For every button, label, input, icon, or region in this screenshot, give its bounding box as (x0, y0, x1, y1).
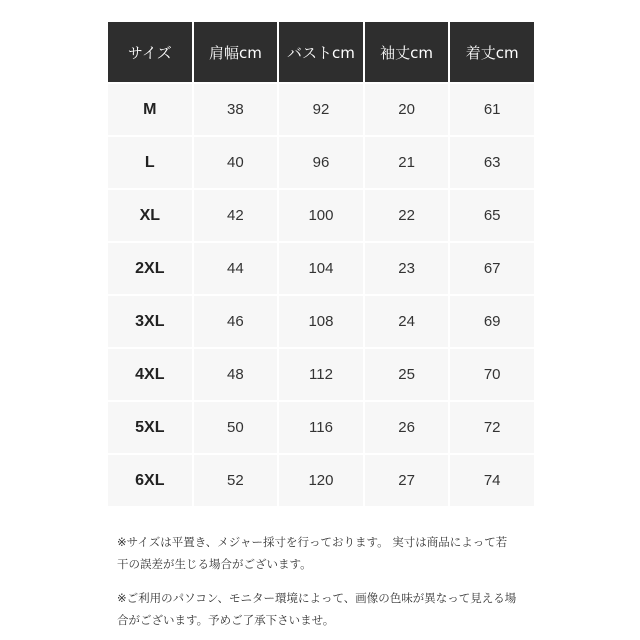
cell-sleeve-length: 23 (365, 243, 449, 294)
cell-shoulder-width: 50 (194, 402, 278, 453)
table-row (108, 296, 534, 347)
table-row (108, 137, 534, 188)
cell-bust: 120 (279, 455, 363, 506)
cell-shoulder-width: 38 (194, 84, 278, 135)
cell-size: 2XL (108, 243, 192, 294)
header-shoulder-width: 肩幅cm (194, 22, 278, 82)
cell-size: 6XL (108, 455, 192, 506)
table-row (108, 349, 534, 400)
table-row (108, 190, 534, 241)
table-row (108, 84, 534, 135)
cell-bust: 108 (279, 296, 363, 347)
cell-sleeve-length: 20 (365, 84, 449, 135)
table-row (108, 243, 534, 294)
cell-size: 4XL (108, 349, 192, 400)
header-bust: バストcm (279, 22, 363, 82)
table-row (108, 402, 534, 453)
note-line: 合がございます。予めご了承下さいませ。 (117, 613, 335, 627)
cell-shoulder-width: 48 (194, 349, 278, 400)
cell-sleeve-length: 21 (365, 137, 449, 188)
cell-total-length: 65 (450, 190, 534, 241)
cell-total-length: 61 (450, 84, 534, 135)
cell-sleeve-length: 22 (365, 190, 449, 241)
cell-sleeve-length: 26 (365, 402, 449, 453)
size-chart-table (106, 20, 536, 508)
cell-shoulder-width: 44 (194, 243, 278, 294)
note-color (117, 587, 557, 631)
cell-sleeve-length: 24 (365, 296, 449, 347)
cell-bust: 112 (279, 349, 363, 400)
cell-total-length: 69 (450, 296, 534, 347)
header-total-length: 着丈cm (450, 22, 534, 82)
cell-bust: 100 (279, 190, 363, 241)
cell-total-length: 72 (450, 402, 534, 453)
cell-sleeve-length: 25 (365, 349, 449, 400)
cell-shoulder-width: 46 (194, 296, 278, 347)
cell-size: 5XL (108, 402, 192, 453)
cell-shoulder-width: 42 (194, 190, 278, 241)
note-line: ※サイズは平置き、メジャー採寸を行っております。 実寸は商品によって若 (117, 535, 508, 549)
cell-size: M (108, 84, 192, 135)
cell-bust: 92 (279, 84, 363, 135)
note-line: 干の誤差が生じる場合がございます。 (117, 557, 312, 571)
note-line: ※ご利用のパソコン、モニター環境によって、画像の色味が異なって見える場 (117, 591, 517, 605)
cell-size: L (108, 137, 192, 188)
cell-bust: 116 (279, 402, 363, 453)
table-row (108, 455, 534, 506)
cell-total-length: 74 (450, 455, 534, 506)
cell-shoulder-width: 52 (194, 455, 278, 506)
note-measurement (117, 531, 557, 575)
cell-total-length: 70 (450, 349, 534, 400)
header-size: サイズ (108, 22, 192, 82)
cell-sleeve-length: 27 (365, 455, 449, 506)
cell-total-length: 67 (450, 243, 534, 294)
header-sleeve-length: 袖丈cm (365, 22, 449, 82)
cell-bust: 96 (279, 137, 363, 188)
cell-bust: 104 (279, 243, 363, 294)
cell-size: 3XL (108, 296, 192, 347)
cell-shoulder-width: 40 (194, 137, 278, 188)
notes-section (117, 531, 557, 640)
cell-size: XL (108, 190, 192, 241)
table-header-row (108, 22, 534, 82)
cell-total-length: 63 (450, 137, 534, 188)
